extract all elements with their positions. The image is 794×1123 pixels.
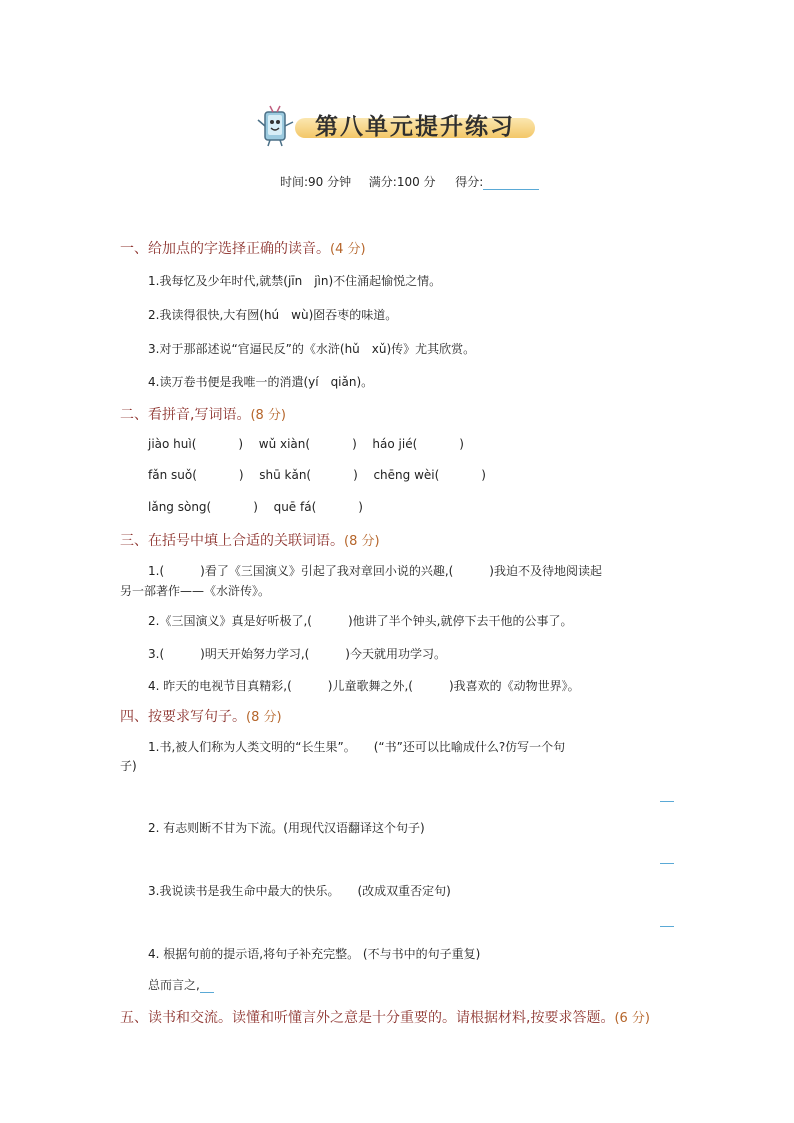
s4-item-3: 3.我说读书是我生命中最大的快乐。 (改成双重否定句) <box>148 884 451 898</box>
s3-item-1: 1.( )看了《三国演义》引起了我对章回小说的兴趣,( )我迫不及待地阅读起 <box>148 564 602 578</box>
section-1-points: (4 分) <box>330 242 366 257</box>
pinyin-row-2 <box>148 468 486 482</box>
paren-close: ) <box>352 437 357 451</box>
answer-line-1[interactable] <box>660 801 674 802</box>
book-mascot-icon <box>255 104 299 148</box>
section-3-points: (8 分) <box>344 534 380 549</box>
exam-info <box>280 173 539 190</box>
section-3-heading <box>120 530 380 550</box>
pinyin-item: fǎn suǒ( <box>148 468 197 482</box>
section-5-title: 五、读书和交流。读懂和听懂言外之意是十分重要的。请根据材料,按要求答题。 <box>120 1010 615 1026</box>
section-5-heading <box>120 1007 650 1027</box>
section-2-heading <box>120 404 286 424</box>
section-5-points: (6 分) <box>614 1011 651 1026</box>
paren-close: ) <box>358 500 363 514</box>
s4-item-1-cont: 子) <box>120 759 137 773</box>
s1-item-2: 2.我读得很快,大有囫(hú wù)囵吞枣的味道。 <box>148 308 398 322</box>
paren-close: ) <box>238 468 244 482</box>
s4-item-5-text: 总而言之, <box>148 978 200 992</box>
pinyin-item: wǔ xiàn( <box>258 437 311 451</box>
s4-item-2: 2. 有志则断不甘为下流。(用现代汉语翻译这个句子) <box>148 821 425 835</box>
full-score-info: 满分:100 分 <box>368 175 436 189</box>
score-label: 得分: <box>455 175 484 189</box>
title-banner <box>255 104 545 148</box>
paren-close: ) <box>481 468 486 482</box>
s3-item-3: 3.( )明天开始努力学习,( )今天就用功学习。 <box>148 647 446 661</box>
s4-item-1: 1.书,被人们称为人类文明的“长生果”。 (“书”还可以比喻成什么?仿写一个句 <box>148 740 566 754</box>
s1-item-4: 4.读万卷书便是我唯一的消遣(yí qiǎn)。 <box>148 375 374 389</box>
pinyin-item: jiào huì( <box>148 437 197 451</box>
paren-close: ) <box>238 437 244 451</box>
section-2-title: 二、看拼音,写词语。 <box>120 407 251 423</box>
paren-close: ) <box>459 437 464 451</box>
time-info: 时间:90 分钟 <box>280 175 352 189</box>
s4-item-4: 4. 根据句前的提示语,将句子补充完整。 (不与书中的句子重复) <box>148 947 481 961</box>
section-4-points: (8 分) <box>246 710 282 725</box>
pinyin-item: háo jié( <box>372 437 418 451</box>
section-4-heading <box>120 706 282 726</box>
score-field[interactable] <box>483 177 539 190</box>
paren-close: ) <box>353 468 358 482</box>
pinyin-row-1 <box>148 437 464 451</box>
section-1-title: 一、给加点的字选择正确的读音。 <box>120 241 330 257</box>
answer-line-4[interactable] <box>200 980 214 993</box>
s1-item-3: 3.对于那部述说“官逼民反”的《水浒(hǔ xǔ)传》尤其欣赏。 <box>148 342 476 356</box>
section-1-heading <box>120 238 366 258</box>
section-4-title: 四、按要求写句子。 <box>120 709 246 725</box>
pinyin-item: quē fá( <box>273 500 317 514</box>
s1-item-1: 1.我每忆及少年时代,就禁(jīn jìn)不住涌起愉悦之情。 <box>148 274 442 288</box>
section-2-points: (8 分) <box>250 408 287 423</box>
answer-line-2[interactable] <box>660 863 674 864</box>
pinyin-item: lǎng sòng( <box>148 500 212 514</box>
paren-close: ) <box>253 500 258 514</box>
pinyin-item: shū kǎn( <box>259 468 312 482</box>
section-3-title: 三、在括号中填上合适的关联词语。 <box>120 533 344 549</box>
s3-item-1-cont: 另一部著作——《水浒传》。 <box>120 584 271 598</box>
s3-item-4: 4. 昨天的电视节目真精彩,( )儿童歌舞之外,( )我喜欢的《动物世界》。 <box>148 679 580 693</box>
s3-item-2: 2.《三国演义》真是好听极了,( )他讲了半个钟头,就停下去干他的公事了。 <box>148 614 573 628</box>
page-title: 第八单元提升练习 <box>315 113 515 140</box>
answer-line-3[interactable] <box>660 926 674 927</box>
pinyin-item: chēng wèi( <box>373 468 440 482</box>
s4-item-5 <box>148 976 214 993</box>
pinyin-row-3 <box>148 500 363 514</box>
